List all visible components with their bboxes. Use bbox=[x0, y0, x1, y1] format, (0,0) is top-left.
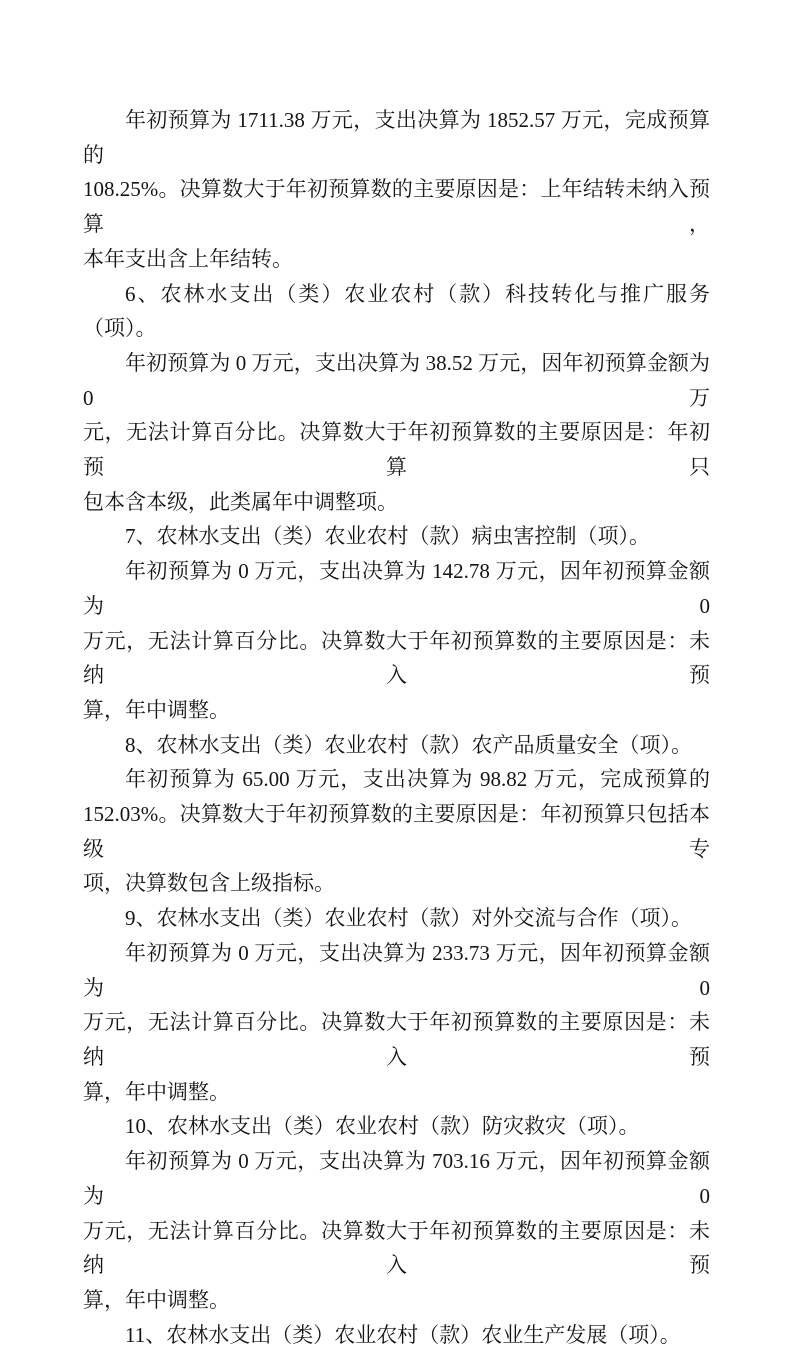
item-heading-paragraph bbox=[83, 901, 710, 936]
text-line: 152.03%。决算数大于年初预算数的主要原因是：年初预算只包括本级专 bbox=[83, 802, 710, 861]
text-line: 万元，无法计算百分比。决算数大于年初预算数的主要原因是：未纳入预 bbox=[83, 628, 710, 688]
item-heading-paragraph bbox=[83, 1318, 710, 1352]
item-heading-paragraph bbox=[83, 1109, 710, 1144]
text-line: 7、农林水支出（类）农业农村（款）病虫害控制（项）。 bbox=[125, 524, 650, 549]
item-heading-paragraph bbox=[83, 519, 710, 554]
body-paragraph bbox=[83, 936, 710, 1110]
body-paragraph bbox=[83, 103, 710, 277]
text-line: 年初预算为 1711.38 万元，支出决算为 1852.57 万元，完成预算的 bbox=[83, 108, 710, 167]
item-heading-paragraph bbox=[83, 277, 710, 346]
text-line: 11、农林水支出（类）农业农村（款）农业生产发展（项）。 bbox=[125, 1322, 681, 1347]
text-line: 年初预算为 0 万元，支出决算为 233.73 万元，因年初预算金额为 0 bbox=[83, 940, 710, 1000]
text-line: 6、农林水支出（类）农业农村（款）科技转化与推广服务（项）。 bbox=[83, 281, 710, 341]
text-line: 年初预算为 65.00 万元，支出决算为 98.82 万元，完成预算的 bbox=[125, 767, 710, 792]
text-line: 108.25%。决算数大于年初预算数的主要原因是：上年结转未纳入预算， bbox=[83, 177, 710, 237]
text-line: 10、农林水支出（类）农业农村（款）防灾救灾（项）。 bbox=[125, 1114, 640, 1139]
text-line: 年初预算为 0 万元，支出决算为 142.78 万元，因年初预算金额为 0 bbox=[83, 559, 710, 618]
text-line: 万元，无法计算百分比。决算数大于年初预算数的主要原因是：未纳入预 bbox=[83, 1218, 710, 1278]
text-line: 算，年中调整。 bbox=[83, 1287, 230, 1312]
text-line: 本年支出含上年结转。 bbox=[83, 246, 293, 271]
item-heading-paragraph bbox=[83, 728, 710, 763]
text-line: 年初预算为 0 万元，支出决算为 703.16 万元，因年初预算金额为 0 bbox=[83, 1149, 710, 1208]
body-paragraph bbox=[83, 346, 710, 520]
text-line: 8、农林水支出（类）农业农村（款）农产品质量安全（项）。 bbox=[125, 732, 692, 757]
text-line: 算，年中调整。 bbox=[83, 1079, 230, 1104]
text-line: 算，年中调整。 bbox=[83, 697, 230, 722]
document-body bbox=[83, 103, 710, 1352]
body-paragraph bbox=[83, 762, 710, 901]
text-line: 万元，无法计算百分比。决算数大于年初预算数的主要原因是：未纳入预 bbox=[83, 1010, 710, 1069]
text-line: 年初预算为 0 万元，支出决算为 38.52 万元，因年初预算金额为 0 万 bbox=[83, 350, 710, 410]
body-paragraph bbox=[83, 1144, 710, 1318]
text-line: 项，决算数包含上级指标。 bbox=[83, 871, 335, 896]
body-paragraph bbox=[83, 554, 710, 728]
text-line: 包本含本级，此类属年中调整项。 bbox=[83, 489, 398, 514]
text-line: 元，无法计算百分比。决算数大于年初预算数的主要原因是：年初预算只 bbox=[83, 420, 710, 480]
text-line: 9、农林水支出（类）农业农村（款）对外交流与合作（项）。 bbox=[125, 906, 692, 931]
